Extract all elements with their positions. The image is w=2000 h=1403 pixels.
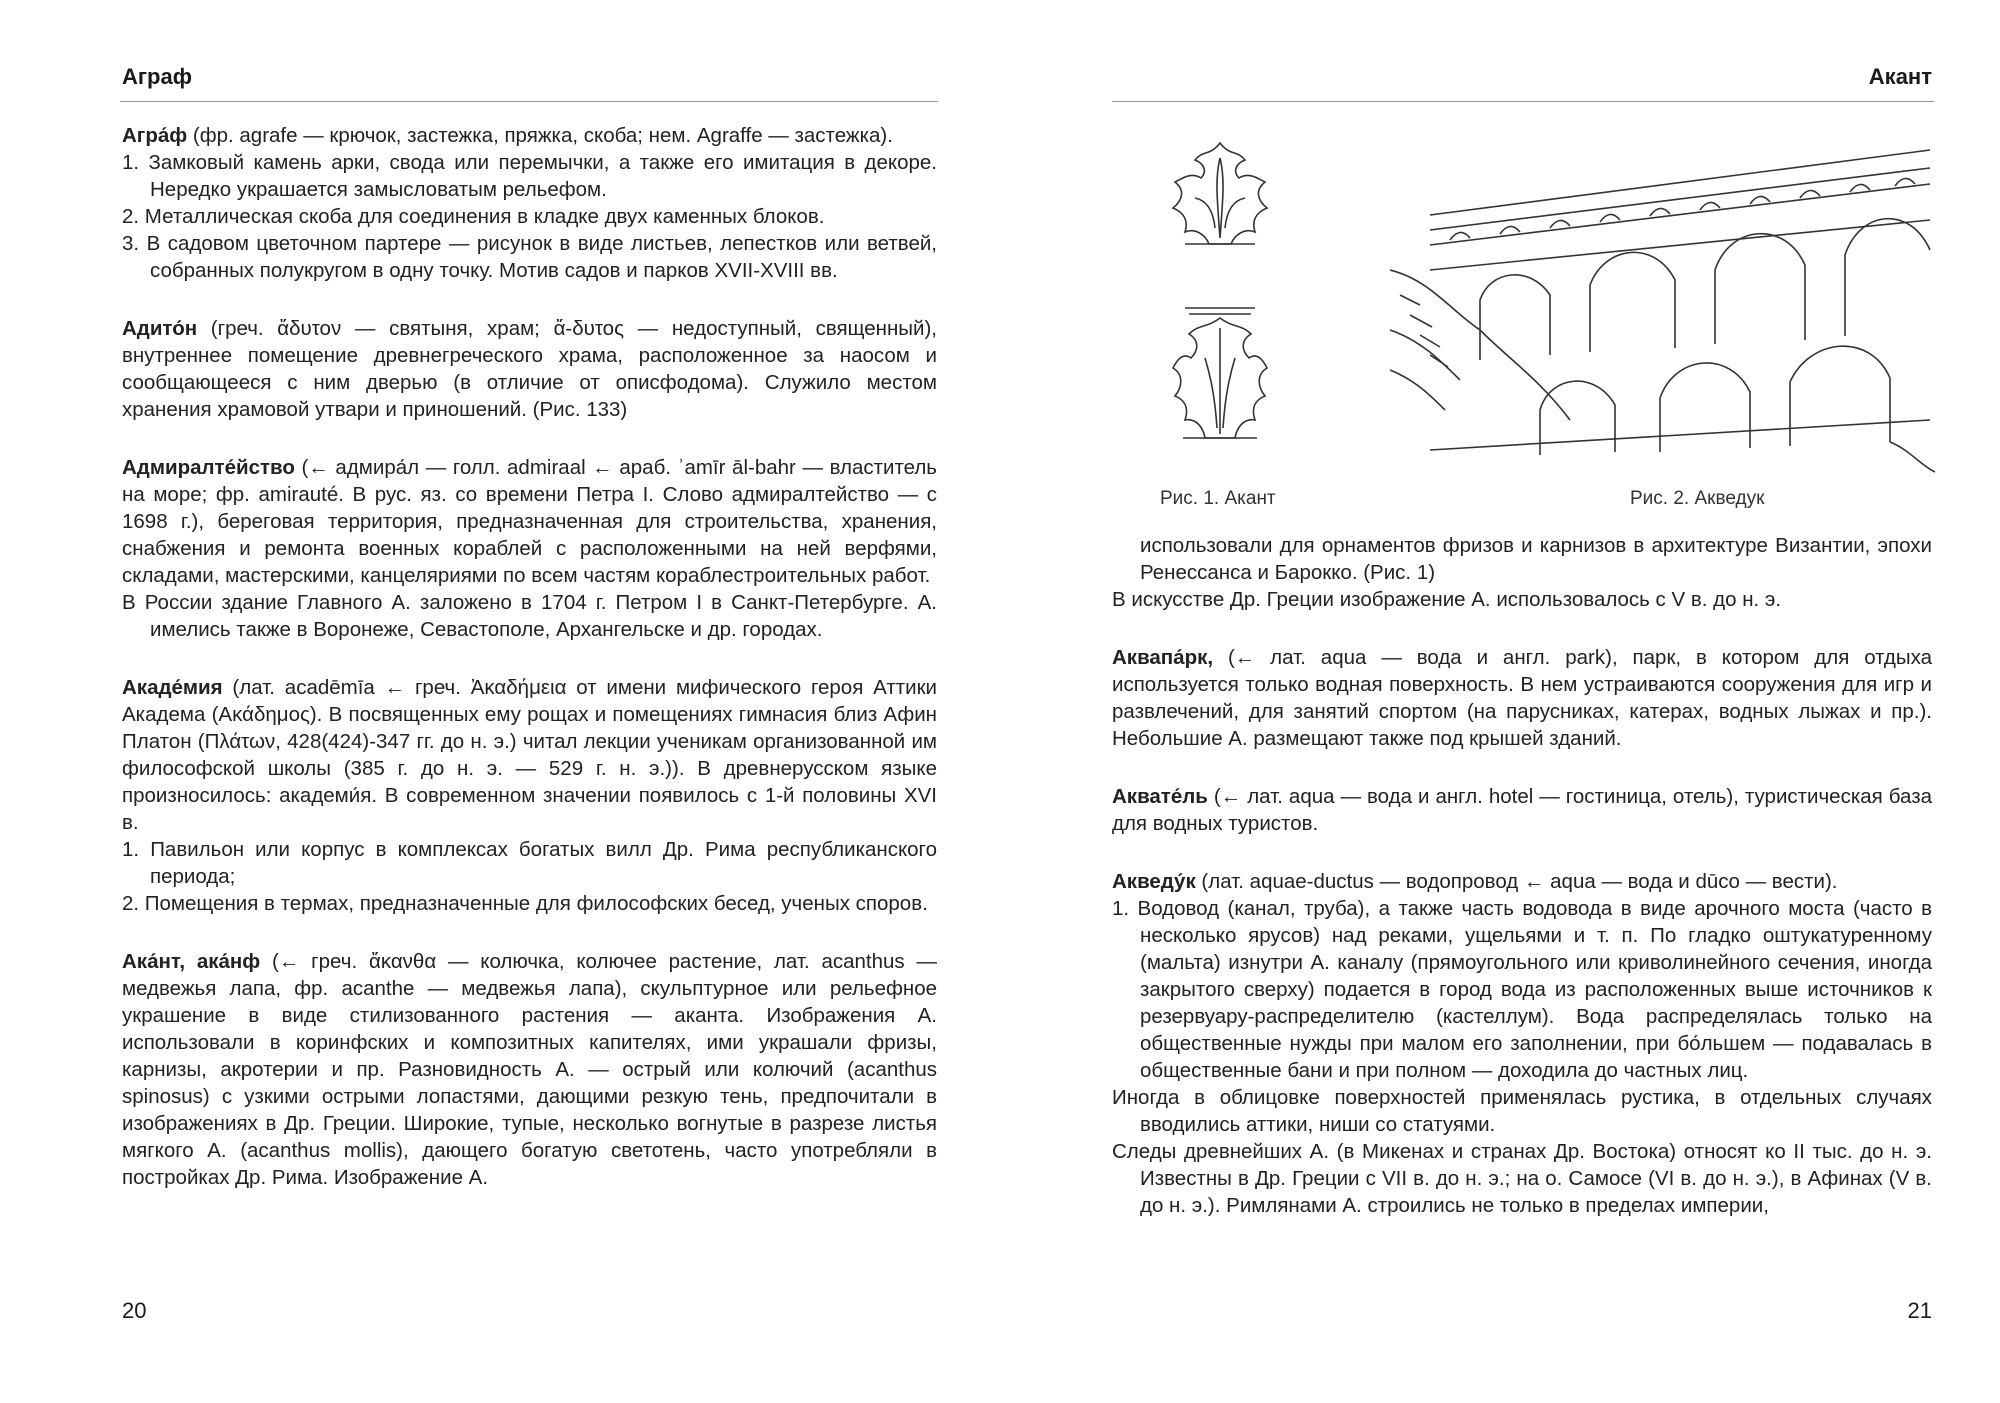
dictionary-entry xyxy=(122,122,937,284)
dictionary-entry xyxy=(122,948,937,1191)
entry-paragraph: 1. Замковый камень арки, свода или перемычки, а также его имитация в декоре. Нередко украшается замысловатым рельефом. xyxy=(122,151,937,201)
entry-text: (← лат. aqua — вода и англ. park), парк, в котором для отдыха используется только водная поверхность. В нем устраиваются сооружения для игр и развлечений, для занятий спортом (на парусниках, катерах, водных лыжах и пр.). Небольшие А. размещают также под крышей зданий. xyxy=(1112,646,1932,750)
right-page xyxy=(1000,0,2000,1403)
entry-paragraph: 2. Металлическая скоба для соединения в кладке двух каменных блоков. xyxy=(122,205,825,228)
right-body xyxy=(1112,532,1932,1250)
entry-paragraph: 1. Водовод (канал, труба), а также часть водовода в виде арочного моста (часто в несколько ярусов) над реками, ущельями и т. п. По гладко оштукатуренному (мальта) изнутри А. каналу (прямоугольного или криволинейного сечения, иногда закрытого сверху) подается в город вода из расположенных выше источников к резервуару-распределителю (кастеллум). Вода распределялась только на общественные нужды при малом его заполнении, при бо́льшем — подавалась в общественные бани и при полном — доходила до частных лиц. xyxy=(1112,897,1932,1082)
dictionary-entry xyxy=(1112,644,1932,752)
acanthus-ornament-icon xyxy=(1165,138,1275,478)
running-head-left: Аграф xyxy=(122,64,192,89)
entry-headword: Аквате́ль xyxy=(1112,785,1208,808)
entry-text: (лат. aquae-ductus — водопровод ← aqua — вода и dūco — вести). xyxy=(1195,870,1838,893)
continuation-text xyxy=(1112,532,1932,613)
entry-paragraph: Иногда в облицовке поверхностей применялась рустика, в отдельных случаях вводились аттики, ниши со статуями. xyxy=(1112,1086,1932,1136)
header-rule-right xyxy=(1112,101,1934,102)
dictionary-entry xyxy=(122,315,937,423)
aqueduct-illustration-icon xyxy=(1390,120,1935,490)
dictionary-entry xyxy=(122,674,937,917)
entry-text: (← адмира́л — голл. admiraal ← араб. ʾamīr āl-bahr — властитель на море; фр. amirauté. В рус. яз. со времени Петра I. Слово адмиралтейство — с 1698 г.), береговая территория, предназначенная для строительства, хранения, снабжения и ремонта военных кораблей с расположенными на ней верфями, складами, мастерскими, канцеляриями по всем частям кораблестроительных работ. xyxy=(122,456,937,587)
dictionary-entry xyxy=(1112,783,1932,837)
entry-paragraph: 1. Павильон или корпус в комплексах богатых вилл Др. Рима республиканского периода; xyxy=(122,838,937,888)
entry-text: (← греч. ἄκανθα — колючка, колючее растение, лат. acanthus — медвежья лапа, фр. acanthe — медвежья лапа), скульптурное или рельефное украшение в виде стилизованного растения — аканта. Изображения А. использовали в коринфских и композитных капителях, ими украшали фризы, карнизы, акротерии и пр. Разновидность А. — острый или колючий (acanthus spinosus) с узкими острыми лопастями, дающими резкую тень, предпочитали в изображениях в Др. Греции. Широкие, тупые, несколько вогнутые в разрезе листья мягкого А. (acanthus mollis), дающего богатую светотень, часто употребляли в постройках Др. Рима. Изображение А. xyxy=(122,950,937,1189)
entry-paragraph: Следы древнейших А. (в Микенах и странах Др. Востока) относят ко II тыс. до н. э. Известны в Др. Греции с VII в. до н. э.; на о. Самосе (VI в. до н. э.), в Афинах (V в. до н. э.). Римлянами А. строились не только в пределах империи, xyxy=(1112,1140,1932,1217)
header-rule-left xyxy=(120,101,938,102)
dictionary-entry xyxy=(1112,868,1932,1219)
continuation-paragraph: В искусстве Др. Греции изображение А. использовалось с V в. до н. э. xyxy=(1112,588,1782,611)
continuation-paragraph: использовали для орнаментов фризов и карнизов в архитектуре Византии, эпохи Ренессанса и Барокко. (Рис. 1) xyxy=(1140,534,1932,584)
entry-paragraph: 2. Помещения в термах, предназначенные для философских бесед, ученых споров. xyxy=(122,892,928,915)
entry-headword: Акведу́к xyxy=(1112,870,1196,893)
page-number-right: 21 xyxy=(1907,1298,1932,1323)
entry-text: (← лат. aqua — вода и англ. hotel — гостиница, отель), туристическая база для водных туристов. xyxy=(1112,785,1932,835)
entry-headword: Акаде́мия xyxy=(122,676,223,699)
running-head-right: Акант xyxy=(1868,64,1932,89)
entry-headword: Ака́нт, ака́нф xyxy=(122,950,261,973)
entry-text: (фр. agrafe — крючок, застежка, пряжка, скоба; нем. Agraffe — застежка). xyxy=(187,124,893,147)
entry-headword: Адмиралте́йство xyxy=(122,456,295,479)
entry-text: (греч. ἄδυτον — святыня, храм; ἄ-δυτος — недоступный, священный), внутреннее помещение древнегреческого храма, расположенное за наосом и сообщающееся с ним дверью (в отличие от описфодома). Служило местом хранения храмовой утвари и приношений. (Рис. 133) xyxy=(122,317,937,421)
left-body xyxy=(122,122,937,1222)
dictionary-entry xyxy=(122,454,937,643)
entry-paragraph: В России здание Главного А. заложено в 1704 г. Петром I в Санкт-Петербурге. А. имелись также в Воронеже, Севастополе, Архангельске и др. городах. xyxy=(122,591,937,641)
figure-caption-1: Рис. 1. Акант xyxy=(1160,488,1276,509)
entry-text: (лат. acadēmīa ← греч. Ἀκαδήμεια от имени мифического героя Аттики Академа (Ακάδημος). В посвященных ему рощах и помещениях гимнасия близ Афин Платон (Πλάτων, 428(424)-347 гг. до н. э.) читал лекции ученикам организованной им философской школы (385 г. до н. э. — 529 г. н. э.)). В древнерусском языке произносилось: академи́я. В современном значении появилось с 1-й половины XVI в. xyxy=(122,676,937,834)
entry-headword: Аквапа́рк, xyxy=(1112,646,1214,669)
entry-paragraph: 3. В садовом цветочном партере — рисунок в виде листьев, лепестков или ветвей, собранных полукругом в одну точку. Мотив садов и парков XVII-XVIII вв. xyxy=(122,232,937,282)
page-number-left: 20 xyxy=(122,1298,147,1323)
entry-headword: Агра́ф xyxy=(122,124,188,147)
figure-caption-2: Рис. 2. Акведук xyxy=(1630,488,1765,509)
entry-headword: Адито́н xyxy=(122,317,198,340)
